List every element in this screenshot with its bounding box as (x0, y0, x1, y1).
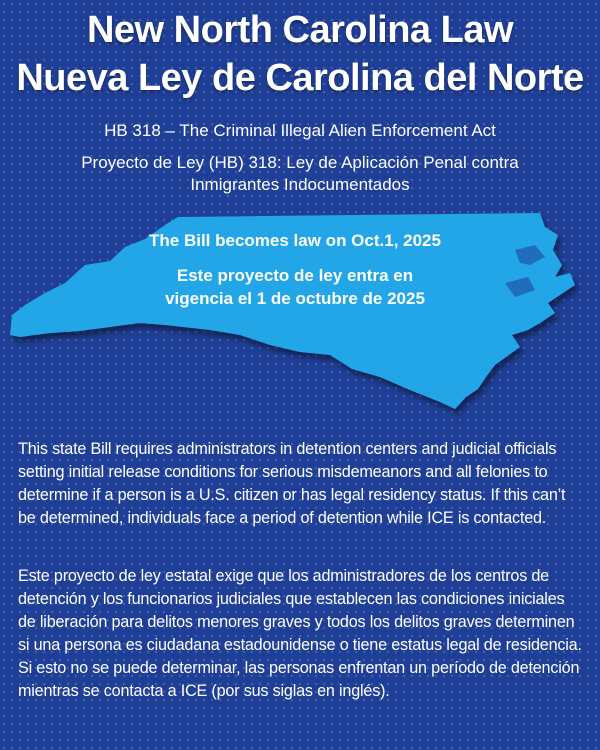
description-paragraph-english: This state Bill requires administrators in detention centers and judicial officials setting initial release conditions for serious misdemeanors and all felonies to determine if a person is a U.S. citizen or has legal residency status. If this can’t be determined, individuals face a period of detention while ICE is contacted. (18, 440, 566, 527)
page-title-spanish: Nueva Ley de Carolina del Norte (16, 57, 584, 99)
effective-date-spanish-line1: Este proyecto de ley entra en (176, 266, 414, 285)
page-title-english: New North Carolina Law (86, 9, 514, 51)
subtitle-bill-name-spanish-line2: Inmigrantes Indocumentados (190, 175, 410, 194)
effective-date-spanish-line2: vigencia el 1 de octubre de 2025 (165, 289, 425, 308)
subtitle-bill-name-spanish-line1: Proyecto de Ley (HB) 318: Ley de Aplicación Penal contra (81, 153, 519, 172)
description-paragraph-spanish: Este proyecto de ley estatal exige que los administradores de los centros de detención y los funcionarios judiciales que establecen las condiciones iniciales de liberación para delitos menores graves y todos los delitos graves determinen si una persona es ciudadana estadounidense o tiene estatus legal de residencia. Si esto no se puede determinar, las personas enfrentan un período de detención mientras se contacta a ICE (por sus siglas en inglés). (18, 567, 582, 700)
effective-date-english: The Bill becomes law on Oct.1, 2025 (149, 231, 441, 250)
subtitle-bill-name-english: HB 318 – The Criminal Illegal Alien Enforcement Act (104, 121, 496, 140)
